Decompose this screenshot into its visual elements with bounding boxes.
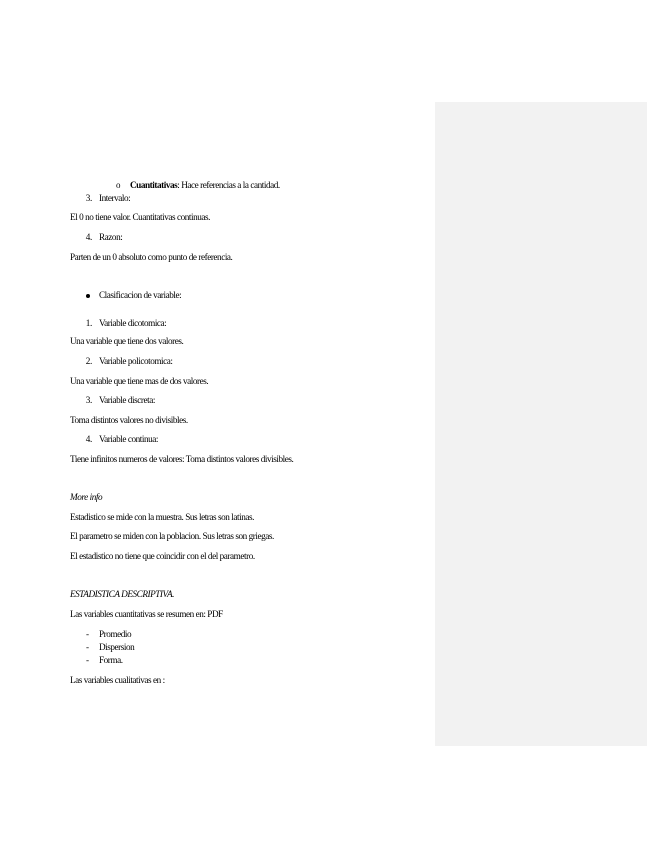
continua-description: Tiene infinitos numeros de valores: Toma distintos valores divisibles. — [70, 454, 294, 464]
discreta-heading: Variable discreta: — [99, 395, 155, 405]
intervalo-description: El 0 no tiene valor. Cuantitativas continuas. — [70, 212, 210, 222]
parametro-line: El parametro se miden con la poblacion. Sus letras son griegas. — [70, 531, 274, 541]
promedio-item: Promedio — [99, 629, 132, 639]
coincidir-line: El estadistico no tiene que coincidir con el del parametro. — [70, 551, 255, 561]
more-info-heading: More info — [70, 492, 103, 502]
dicotomica-heading: Variable dicotomica: — [99, 318, 167, 328]
cuantitativas-label: Cuantitativas — [130, 180, 178, 190]
circle-bullet-icon: o — [116, 180, 121, 190]
list-number: 3. — [85, 395, 92, 405]
dispersion-item: Dispersion — [99, 642, 135, 652]
list-number: 2. — [85, 356, 92, 366]
estadistica-descriptiva-heading: ESTADISTICA DESCRIPTIVA. — [70, 589, 175, 599]
list-number: 4. — [85, 434, 92, 444]
discreta-description: Toma distintos valores no divisibles. — [70, 415, 188, 425]
list-number: 3. — [85, 193, 92, 203]
forma-item: Forma. — [99, 655, 123, 665]
cuantitativas-resumen-line: Las variables cuantitativas se resumen en: PDF — [70, 609, 223, 619]
continua-heading: Variable continua: — [99, 434, 158, 444]
intervalo-heading: Intervalo: — [99, 193, 131, 203]
cuantitativas-line — [130, 180, 280, 191]
bullet-dot-icon — [86, 294, 90, 298]
estadistico-line: Estadistico se mide con la muestra. Sus letras son latinas. — [70, 512, 254, 522]
dash-bullet: - — [86, 629, 90, 639]
policotomica-heading: Variable policotomica: — [99, 356, 173, 366]
policotomica-description: Una variable que tiene mas de dos valores. — [70, 376, 209, 386]
dash-bullet: - — [86, 642, 90, 652]
dash-bullet: - — [86, 655, 90, 665]
comment-pane — [435, 102, 647, 746]
list-number: 1. — [85, 318, 92, 328]
cuantitativas-text: : Hace referencias a la cantidad. — [177, 180, 280, 190]
razon-heading: Razon: — [99, 232, 123, 242]
razon-description: Parten de un 0 absoluto como punto de referencia. — [70, 252, 233, 262]
cualitativas-line: Las variables cualitativas en : — [70, 675, 165, 685]
clasificacion-heading: Clasificacion de variable: — [99, 290, 182, 300]
list-number: 4. — [85, 232, 92, 242]
dicotomica-description: Una variable que tiene dos valores. — [70, 336, 184, 346]
